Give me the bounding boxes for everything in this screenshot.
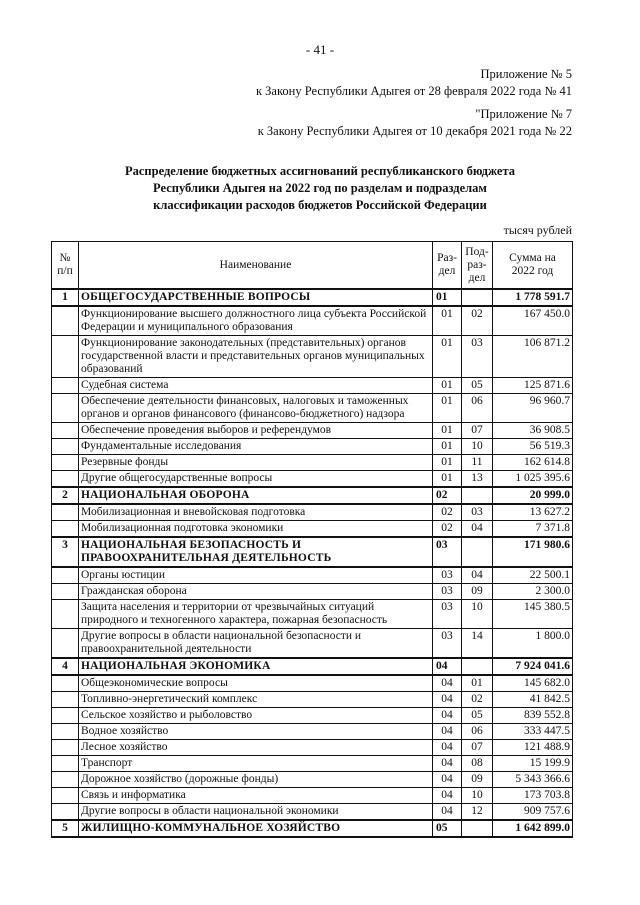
row-number-cell bbox=[52, 471, 79, 488]
row-subsection-cell: 10 bbox=[462, 788, 493, 804]
table-row bbox=[52, 455, 573, 471]
table-row bbox=[52, 675, 573, 692]
row-number-cell bbox=[52, 455, 79, 471]
row-subsection-cell: 05 bbox=[462, 708, 493, 724]
row-subsection-cell: 11 bbox=[462, 455, 493, 471]
row-section-cell: 01 bbox=[433, 378, 462, 394]
row-subsection-cell: 10 bbox=[462, 600, 493, 629]
row-section-cell: 04 bbox=[433, 708, 462, 724]
row-name-cell: Гражданская оборона bbox=[79, 584, 433, 600]
row-section-cell: 04 bbox=[433, 788, 462, 804]
row-section-cell: 01 bbox=[433, 439, 462, 455]
row-number-cell bbox=[52, 772, 79, 788]
row-name-cell: Другие общегосударственные вопросы bbox=[79, 471, 433, 488]
row-amount-cell: 36 908.5 bbox=[493, 423, 573, 439]
row-section-cell: 01 bbox=[433, 471, 462, 488]
row-subsection-cell: 07 bbox=[462, 423, 493, 439]
page-number: - 41 - bbox=[305, 42, 335, 57]
table-row bbox=[52, 504, 573, 521]
row-subsection-cell: 08 bbox=[462, 756, 493, 772]
row-number-cell bbox=[52, 692, 79, 708]
row-number-cell bbox=[52, 804, 79, 821]
units-label: тысяч рублей bbox=[503, 223, 572, 237]
header-amount: Сумма на 2022 год bbox=[493, 242, 573, 290]
table-row bbox=[52, 788, 573, 804]
row-number-cell: 4 bbox=[52, 658, 79, 675]
row-subsection-cell: 02 bbox=[462, 692, 493, 708]
section-row bbox=[52, 820, 573, 837]
row-number-cell: 5 bbox=[52, 820, 79, 837]
table-row bbox=[52, 336, 573, 378]
row-name-cell: Связь и информатика bbox=[79, 788, 433, 804]
row-name-cell: Другие вопросы в области национальной безопасности и правоохранительной деятельности bbox=[79, 629, 433, 659]
row-name-cell: Обеспечение деятельности финансовых, налоговых и таможенных органов и органов финансового (финансово-бюджетного) надзора bbox=[79, 394, 433, 423]
row-number-cell bbox=[52, 708, 79, 724]
row-amount-cell: 7 371.8 bbox=[493, 521, 573, 538]
table-row bbox=[52, 740, 573, 756]
header-number: № п/п bbox=[52, 242, 79, 290]
row-name-cell: Защита населения и территории от чрезвычайных ситуаций природного и техногенного характера, пожарная безопасность bbox=[79, 600, 433, 629]
table-row bbox=[52, 378, 573, 394]
row-amount-cell: 1 642 899.0 bbox=[493, 820, 573, 837]
row-name-cell: Лесное хозяйство bbox=[79, 740, 433, 756]
table-row bbox=[52, 724, 573, 740]
row-section-cell: 01 bbox=[433, 289, 462, 306]
document-title-line-1: Распределение бюджетных ассигнований республиканского бюджета bbox=[125, 164, 515, 178]
row-name-cell: Другие вопросы в области национальной экономики bbox=[79, 804, 433, 821]
row-number-cell bbox=[52, 336, 79, 378]
row-name-cell: Мобилизационная подготовка экономики bbox=[79, 521, 433, 538]
appendix-7-label: "Приложение № 7 bbox=[475, 107, 572, 121]
row-number-cell bbox=[52, 378, 79, 394]
row-amount-cell: 13 627.2 bbox=[493, 504, 573, 521]
row-name-cell: ОБЩЕГОСУДАРСТВЕННЫЕ ВОПРОСЫ bbox=[79, 289, 433, 306]
table-row bbox=[52, 521, 573, 538]
row-name-cell: Функционирование законодательных (представительных) органов государственной власти и представительных органов муниципальных образований bbox=[79, 336, 433, 378]
row-amount-cell: 20 999.0 bbox=[493, 487, 573, 504]
row-amount-cell: 121 488.9 bbox=[493, 740, 573, 756]
row-subsection-cell: 02 bbox=[462, 306, 493, 336]
row-name-cell: Фундаментальные исследования bbox=[79, 439, 433, 455]
row-amount-cell: 5 343 366.6 bbox=[493, 772, 573, 788]
row-section-cell: 01 bbox=[433, 394, 462, 423]
row-number-cell bbox=[52, 600, 79, 629]
row-number-cell bbox=[52, 740, 79, 756]
appendix-5-label: Приложение № 5 bbox=[480, 67, 572, 81]
row-subsection-cell: 14 bbox=[462, 629, 493, 659]
table-row bbox=[52, 772, 573, 788]
row-number-cell bbox=[52, 423, 79, 439]
row-amount-cell: 333 447.5 bbox=[493, 724, 573, 740]
table-row bbox=[52, 471, 573, 488]
section-row bbox=[52, 658, 573, 675]
row-number-cell: 2 bbox=[52, 487, 79, 504]
table-row bbox=[52, 756, 573, 772]
row-subsection-cell: 06 bbox=[462, 724, 493, 740]
row-number-cell bbox=[52, 439, 79, 455]
row-amount-cell: 1 800.0 bbox=[493, 629, 573, 659]
row-section-cell: 04 bbox=[433, 658, 462, 675]
row-name-cell: НАЦИОНАЛЬНАЯ ЭКОНОМИКА bbox=[79, 658, 433, 675]
row-amount-cell: 167 450.0 bbox=[493, 306, 573, 336]
row-subsection-cell: 12 bbox=[462, 804, 493, 821]
row-amount-cell: 7 924 041.6 bbox=[493, 658, 573, 675]
row-section-cell: 03 bbox=[433, 600, 462, 629]
document-title-line-3: классификации расходов бюджетов Российской Федерации bbox=[153, 198, 487, 212]
row-amount-cell: 56 519.3 bbox=[493, 439, 573, 455]
row-amount-cell: 1 025 395.6 bbox=[493, 471, 573, 488]
row-amount-cell: 173 703.8 bbox=[493, 788, 573, 804]
table-row bbox=[52, 567, 573, 584]
budget-table-body bbox=[52, 289, 573, 837]
row-section-cell: 02 bbox=[433, 521, 462, 538]
table-row bbox=[52, 423, 573, 439]
row-name-cell: Сельское хозяйство и рыболовство bbox=[79, 708, 433, 724]
row-number-cell bbox=[52, 756, 79, 772]
section-row bbox=[52, 289, 573, 306]
row-section-cell: 02 bbox=[433, 504, 462, 521]
row-section-cell: 04 bbox=[433, 804, 462, 821]
row-amount-cell: 839 552.8 bbox=[493, 708, 573, 724]
table-header-row bbox=[52, 242, 573, 290]
row-number-cell bbox=[52, 584, 79, 600]
table-row bbox=[52, 692, 573, 708]
row-section-cell: 03 bbox=[433, 537, 462, 567]
row-section-cell: 04 bbox=[433, 675, 462, 692]
row-name-cell: Органы юстиции bbox=[79, 567, 433, 584]
appendix-5-reference bbox=[256, 66, 572, 100]
row-amount-cell: 125 871.6 bbox=[493, 378, 573, 394]
row-subsection-cell: 04 bbox=[462, 521, 493, 538]
document-title bbox=[60, 163, 580, 214]
table-row bbox=[52, 584, 573, 600]
table-row bbox=[52, 600, 573, 629]
row-section-cell: 04 bbox=[433, 740, 462, 756]
row-subsection-cell: 04 bbox=[462, 567, 493, 584]
row-subsection-cell bbox=[462, 487, 493, 504]
budget-table bbox=[51, 241, 573, 838]
row-name-cell: Водное хозяйство bbox=[79, 724, 433, 740]
row-name-cell: Общеэкономические вопросы bbox=[79, 675, 433, 692]
row-name-cell: НАЦИОНАЛЬНАЯ БЕЗОПАСНОСТЬ И ПРАВООХРАНИТЕЛЬНАЯ ДЕЯТЕЛЬНОСТЬ bbox=[79, 537, 433, 567]
row-name-cell: НАЦИОНАЛЬНАЯ ОБОРОНА bbox=[79, 487, 433, 504]
row-number-cell bbox=[52, 788, 79, 804]
row-number-cell bbox=[52, 567, 79, 584]
row-subsection-cell: 01 bbox=[462, 675, 493, 692]
row-amount-cell: 2 300.0 bbox=[493, 584, 573, 600]
row-subsection-cell: 10 bbox=[462, 439, 493, 455]
row-subsection-cell bbox=[462, 289, 493, 306]
row-number-cell bbox=[52, 724, 79, 740]
row-name-cell: Функционирование высшего должностного лица субъекта Российской Федерации и муниципального образования bbox=[79, 306, 433, 336]
row-amount-cell: 171 980.6 bbox=[493, 537, 573, 567]
row-amount-cell: 22 500.1 bbox=[493, 567, 573, 584]
row-section-cell: 01 bbox=[433, 423, 462, 439]
appendix-5-law: к Закону Республики Адыгея от 28 февраля 2022 года № 41 bbox=[255, 84, 572, 98]
table-row bbox=[52, 439, 573, 455]
row-amount-cell: 106 871.2 bbox=[493, 336, 573, 378]
row-amount-cell: 162 614.8 bbox=[493, 455, 573, 471]
row-name-cell: Мобилизационная и вневойсковая подготовка bbox=[79, 504, 433, 521]
row-number-cell bbox=[52, 629, 79, 659]
section-row bbox=[52, 537, 573, 567]
table-row bbox=[52, 804, 573, 821]
row-name-cell: Резервные фонды bbox=[79, 455, 433, 471]
row-amount-cell: 15 199.9 bbox=[493, 756, 573, 772]
row-subsection-cell bbox=[462, 820, 493, 837]
row-name-cell: Обеспечение проведения выборов и референдумов bbox=[79, 423, 433, 439]
row-section-cell: 02 bbox=[433, 487, 462, 504]
row-name-cell: Дорожное хозяйство (дорожные фонды) bbox=[79, 772, 433, 788]
appendix-7-reference bbox=[258, 106, 572, 140]
row-subsection-cell: 09 bbox=[462, 772, 493, 788]
row-number-cell: 3 bbox=[52, 537, 79, 567]
section-row bbox=[52, 487, 573, 504]
table-row bbox=[52, 306, 573, 336]
row-subsection-cell: 13 bbox=[462, 471, 493, 488]
row-number-cell bbox=[52, 394, 79, 423]
row-subsection-cell: 09 bbox=[462, 584, 493, 600]
row-subsection-cell: 06 bbox=[462, 394, 493, 423]
appendix-7-law: к Закону Республики Адыгея от 10 декабря 2021 года № 22 bbox=[257, 124, 572, 138]
row-subsection-cell: 03 bbox=[462, 336, 493, 378]
row-subsection-cell: 05 bbox=[462, 378, 493, 394]
header-name: Наименование bbox=[79, 242, 433, 290]
row-section-cell: 01 bbox=[433, 306, 462, 336]
table-row bbox=[52, 708, 573, 724]
row-section-cell: 03 bbox=[433, 629, 462, 659]
row-section-cell: 04 bbox=[433, 772, 462, 788]
row-subsection-cell bbox=[462, 537, 493, 567]
header-section: Раз- дел bbox=[433, 242, 462, 290]
row-amount-cell: 96 960.7 bbox=[493, 394, 573, 423]
row-section-cell: 01 bbox=[433, 455, 462, 471]
row-number-cell bbox=[52, 521, 79, 538]
row-number-cell bbox=[52, 504, 79, 521]
document-title-line-2: Республики Адыгея на 2022 год по разделам и подразделам bbox=[153, 181, 487, 195]
row-name-cell: Топливно-энергетический комплекс bbox=[79, 692, 433, 708]
row-name-cell: Транспорт bbox=[79, 756, 433, 772]
row-section-cell: 04 bbox=[433, 692, 462, 708]
row-section-cell: 05 bbox=[433, 820, 462, 837]
row-amount-cell: 145 682.0 bbox=[493, 675, 573, 692]
row-section-cell: 04 bbox=[433, 756, 462, 772]
row-section-cell: 03 bbox=[433, 584, 462, 600]
row-subsection-cell: 03 bbox=[462, 504, 493, 521]
row-number-cell bbox=[52, 306, 79, 336]
row-number-cell: 1 bbox=[52, 289, 79, 306]
table-row bbox=[52, 394, 573, 423]
row-amount-cell: 41 842.5 bbox=[493, 692, 573, 708]
row-subsection-cell: 07 bbox=[462, 740, 493, 756]
row-number-cell bbox=[52, 675, 79, 692]
row-name-cell: ЖИЛИЩНО-КОММУНАЛЬНОЕ ХОЗЯЙСТВО bbox=[79, 820, 433, 837]
row-section-cell: 01 bbox=[433, 336, 462, 378]
row-amount-cell: 1 778 591.7 bbox=[493, 289, 573, 306]
header-subsection: Под- раз- дел bbox=[462, 242, 493, 290]
row-section-cell: 03 bbox=[433, 567, 462, 584]
row-amount-cell: 145 380.5 bbox=[493, 600, 573, 629]
table-row bbox=[52, 629, 573, 659]
row-subsection-cell bbox=[462, 658, 493, 675]
row-section-cell: 04 bbox=[433, 724, 462, 740]
row-name-cell: Судебная система bbox=[79, 378, 433, 394]
row-amount-cell: 909 757.6 bbox=[493, 804, 573, 821]
